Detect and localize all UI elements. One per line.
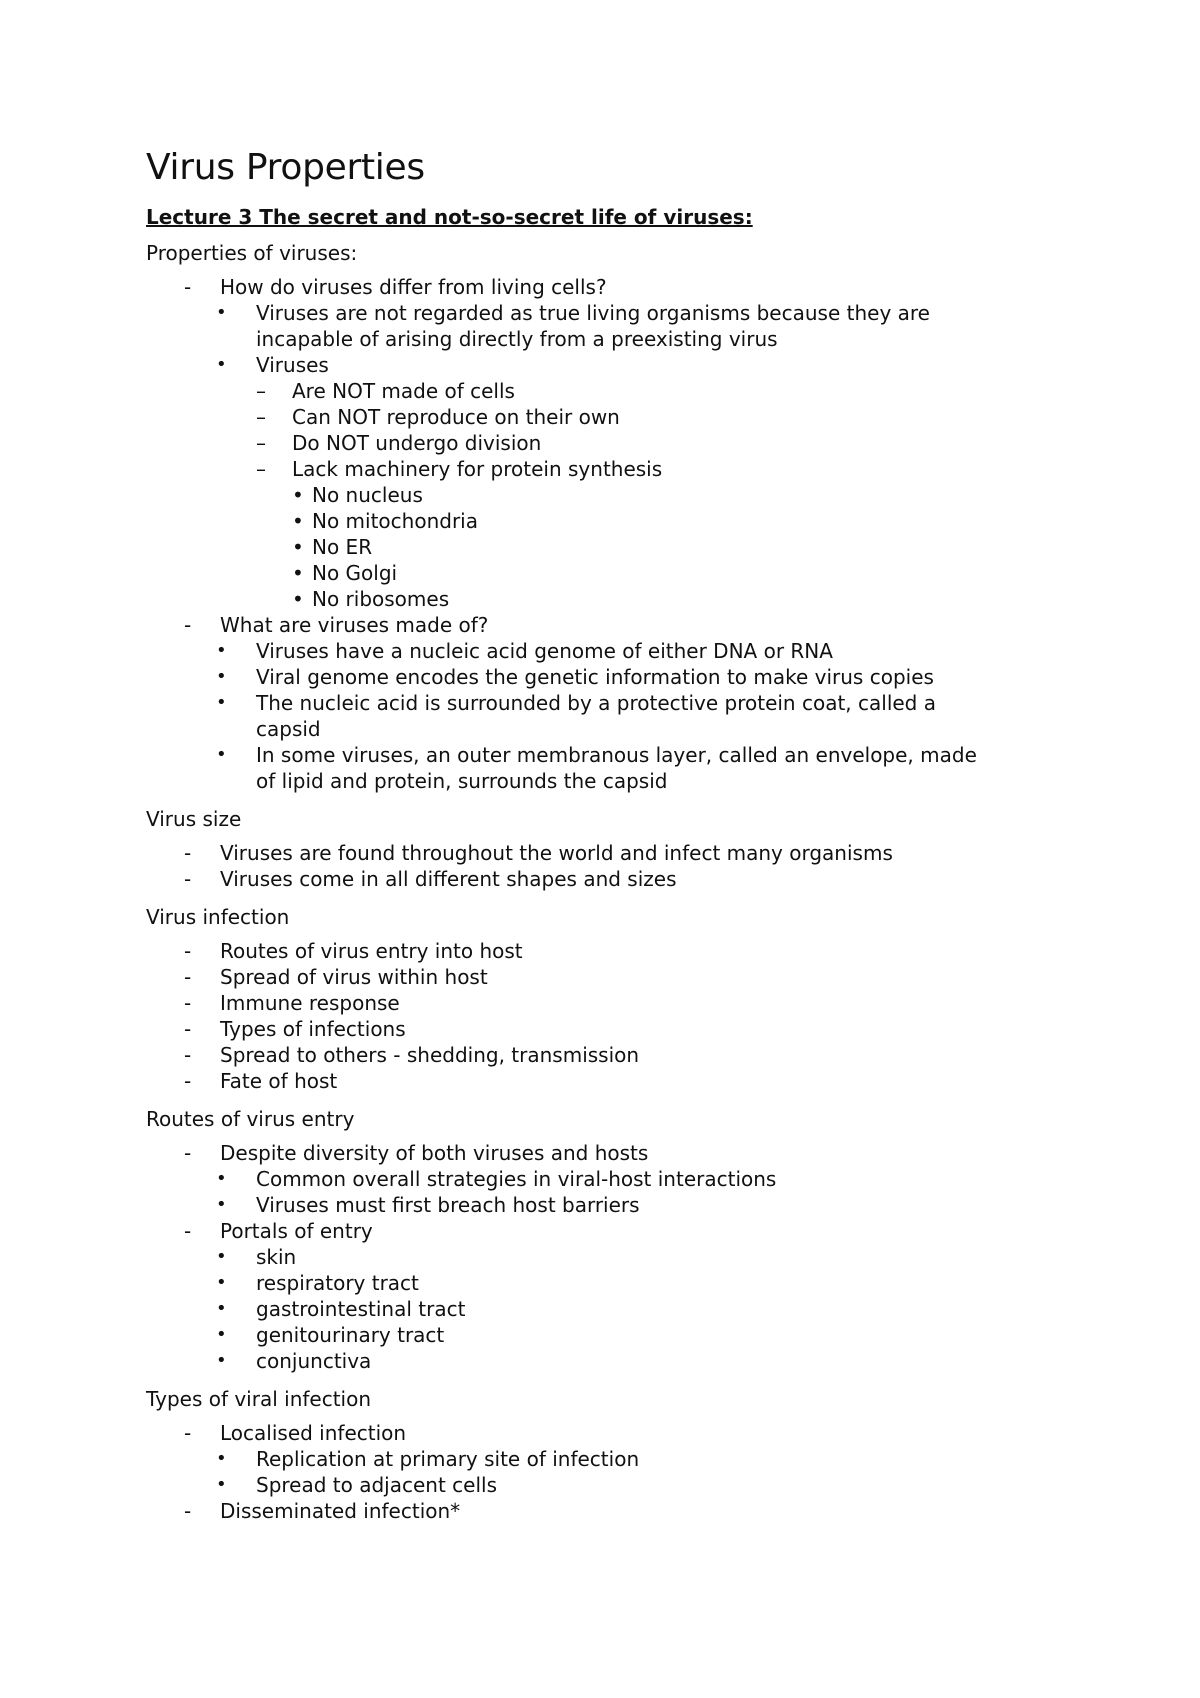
bullet-marker: –	[256, 431, 266, 455]
bullet-marker: -	[184, 1499, 192, 1523]
list-item-text: Portals of entry	[220, 1219, 373, 1243]
bullet-marker: •	[292, 509, 304, 533]
bullet-marker: •	[292, 483, 304, 507]
list-item	[146, 560, 1086, 586]
list-item	[146, 664, 1086, 690]
bullet-marker: -	[184, 841, 192, 865]
list-item	[146, 300, 1086, 326]
bullet-marker: -	[184, 1043, 192, 1067]
list-item-text: Spread to adjacent cells	[256, 1473, 497, 1497]
list-item	[146, 586, 1086, 612]
section-heading: Types of viral infection	[146, 1387, 372, 1411]
bullet-marker: -	[184, 613, 192, 637]
list-item	[146, 378, 1086, 404]
list-item-text: Viruses are not regarded as true living organisms because they are	[256, 301, 930, 325]
list-item-text: Fate of host	[220, 1069, 338, 1093]
list-item-text: How do viruses differ from living cells?	[220, 275, 607, 299]
list-item-text: Viral genome encodes the genetic information to make virus copies	[256, 665, 934, 689]
list-item-text: Common overall strategies in viral-host interactions	[256, 1167, 777, 1191]
bullet-marker: –	[256, 457, 266, 481]
list-item	[146, 938, 1086, 964]
list-item-text: The nucleic acid is surrounded by a protective protein coat, called a	[256, 691, 936, 715]
list-item	[146, 990, 1086, 1016]
bullet-marker: •	[216, 640, 227, 661]
bullet-marker: •	[216, 354, 227, 375]
list-item	[146, 1016, 1086, 1042]
list-item-text: capsid	[256, 717, 321, 741]
list-item	[146, 1140, 1086, 1166]
list-item-text: No ribosomes	[312, 587, 450, 611]
list-item-text: conjunctiva	[256, 1349, 372, 1373]
list-item	[146, 866, 1086, 892]
list-item	[146, 1270, 1086, 1296]
list-item-text: Spread of virus within host	[220, 965, 488, 989]
list-item-text: Viruses are found throughout the world and infect many organisms	[220, 841, 893, 865]
bullet-list	[146, 1140, 1086, 1374]
list-item-text: No nucleus	[312, 483, 423, 507]
list-item-text: Viruses must first breach host barriers	[256, 1193, 640, 1217]
list-item-text: Do NOT undergo division	[292, 431, 542, 455]
list-item	[146, 1042, 1086, 1068]
list-item	[146, 1420, 1086, 1446]
list-item-text: Routes of virus entry into host	[220, 939, 523, 963]
document-body	[146, 240, 1086, 1524]
bullet-marker: •	[216, 666, 227, 687]
list-item	[146, 716, 1086, 742]
list-item	[146, 638, 1086, 664]
list-item-text: skin	[256, 1245, 297, 1269]
list-item	[146, 1498, 1086, 1524]
list-item	[146, 742, 1086, 768]
list-item-text: Lack machinery for protein synthesis	[292, 457, 663, 481]
list-item	[146, 1068, 1086, 1094]
list-item-text: What are viruses made of?	[220, 613, 489, 637]
document-page	[146, 142, 1086, 1536]
bullet-marker: •	[216, 744, 227, 765]
list-item	[146, 482, 1086, 508]
bullet-marker: •	[216, 1448, 227, 1469]
bullet-list	[146, 274, 1086, 794]
bullet-marker: -	[184, 1069, 192, 1093]
list-item-text: No mitochondria	[312, 509, 478, 533]
bullet-marker: -	[184, 867, 192, 891]
list-item-text: of lipid and protein, surrounds the capsid	[256, 769, 668, 793]
list-item	[146, 456, 1086, 482]
section-heading: Routes of virus entry	[146, 1107, 355, 1131]
list-item	[146, 1322, 1086, 1348]
list-item-text: No ER	[312, 535, 373, 559]
bullet-marker: •	[216, 1272, 227, 1293]
list-item	[146, 1446, 1086, 1472]
bullet-list	[146, 840, 1086, 892]
bullet-marker: •	[216, 692, 227, 713]
bullet-marker: •	[292, 587, 304, 611]
bullet-marker: •	[216, 1298, 227, 1319]
list-item	[146, 352, 1086, 378]
bullet-marker: -	[184, 1141, 192, 1165]
list-item-text: No Golgi	[312, 561, 398, 585]
list-item-text: respiratory tract	[256, 1271, 419, 1295]
bullet-list	[146, 1420, 1086, 1524]
list-item	[146, 534, 1086, 560]
bullet-marker: -	[184, 1017, 192, 1041]
list-item	[146, 508, 1086, 534]
bullet-marker: •	[216, 1246, 227, 1267]
list-item-text: Replication at primary site of infection	[256, 1447, 640, 1471]
bullet-list	[146, 938, 1086, 1094]
list-item-text: Spread to others - shedding, transmission	[220, 1043, 640, 1067]
list-item	[146, 768, 1086, 794]
list-item	[146, 612, 1086, 638]
list-item-text: In some viruses, an outer membranous layer, called an envelope, made	[256, 743, 977, 767]
list-item	[146, 1244, 1086, 1270]
list-item	[146, 404, 1086, 430]
bullet-marker: •	[292, 535, 304, 559]
bullet-marker: -	[184, 1421, 192, 1445]
list-item	[146, 326, 1086, 352]
section-heading: Properties of viruses:	[146, 241, 358, 265]
list-item	[146, 1348, 1086, 1374]
lecture-subtitle: Lecture 3 The secret and not-so-secret life of viruses:	[146, 205, 753, 229]
list-item	[146, 1192, 1086, 1218]
bullet-marker: -	[184, 991, 192, 1015]
list-item-text: Viruses	[256, 353, 329, 377]
list-item-text: Immune response	[220, 991, 400, 1015]
bullet-marker: -	[184, 965, 192, 989]
section-heading: Virus infection	[146, 905, 290, 929]
list-item	[146, 430, 1086, 456]
list-item-text: Types of infections	[220, 1017, 406, 1041]
bullet-marker: •	[216, 1168, 227, 1189]
section-heading: Virus size	[146, 807, 242, 831]
bullet-marker: –	[256, 379, 266, 403]
bullet-marker: •	[216, 1194, 227, 1215]
list-item	[146, 964, 1086, 990]
list-item-text: Disseminated infection*	[220, 1499, 461, 1523]
list-item	[146, 1166, 1086, 1192]
bullet-marker: •	[216, 302, 227, 323]
bullet-marker: •	[292, 561, 304, 585]
bullet-marker: •	[216, 1474, 227, 1495]
bullet-marker: –	[256, 405, 266, 429]
list-item	[146, 1472, 1086, 1498]
list-item-text: Despite diversity of both viruses and hosts	[220, 1141, 649, 1165]
list-item	[146, 1296, 1086, 1322]
bullet-marker: -	[184, 1219, 192, 1243]
page-title: Virus Properties	[146, 147, 425, 188]
list-item	[146, 1218, 1086, 1244]
list-item	[146, 274, 1086, 300]
list-item-text: Localised infection	[220, 1421, 407, 1445]
list-item	[146, 840, 1086, 866]
bullet-marker: •	[216, 1350, 227, 1371]
list-item-text: Are NOT made of cells	[292, 379, 515, 403]
list-item-text: genitourinary tract	[256, 1323, 445, 1347]
bullet-marker: -	[184, 275, 192, 299]
bullet-marker: •	[216, 1324, 227, 1345]
list-item-text: Viruses have a nucleic acid genome of either DNA or RNA	[256, 639, 833, 663]
list-item-text: incapable of arising directly from a preexisting virus	[256, 327, 778, 351]
list-item	[146, 690, 1086, 716]
list-item-text: Can NOT reproduce on their own	[292, 405, 620, 429]
bullet-marker: -	[184, 939, 192, 963]
list-item-text: Viruses come in all different shapes and sizes	[220, 867, 677, 891]
list-item-text: gastrointestinal tract	[256, 1297, 466, 1321]
